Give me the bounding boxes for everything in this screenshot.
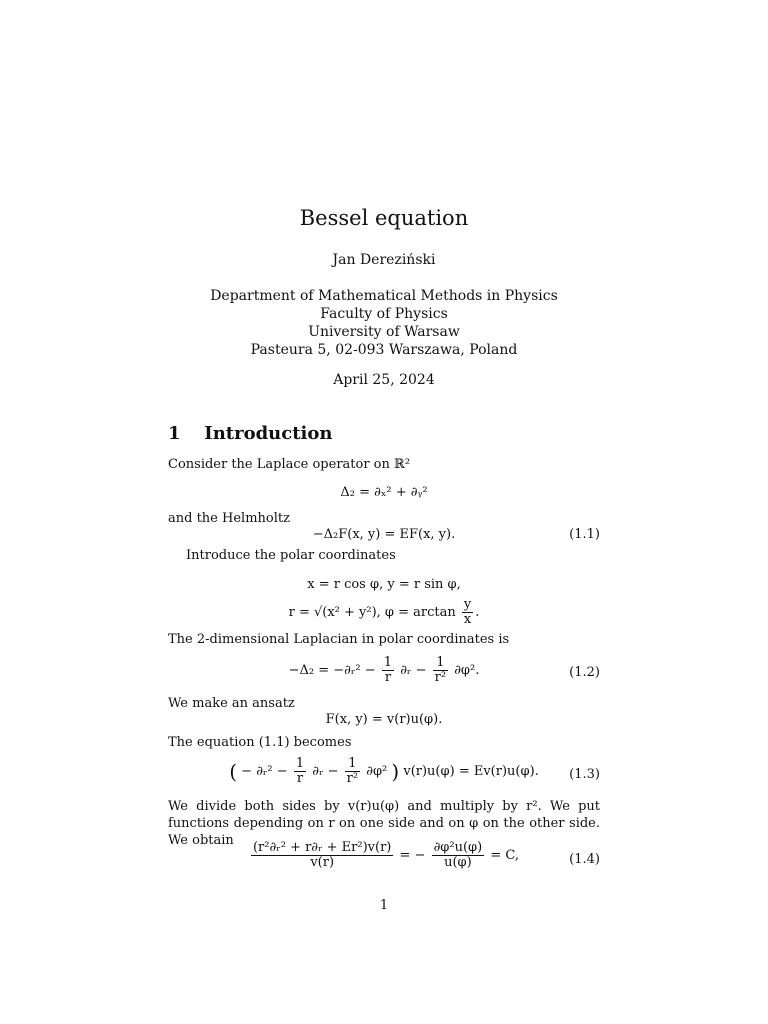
affiliation-line: University of Warsaw [308,324,460,340]
section-title: Introduction [204,423,333,444]
author-name: Jan Dereziński [332,252,436,268]
equation-number: (1.1) [569,527,600,542]
affiliation-line: Pasteura 5, 02-093 Warszawa, Poland [250,342,518,358]
denominator: x [463,612,472,627]
numerator: ∂φ²u(φ) [433,840,483,855]
close-paren: ) [391,759,400,784]
fraction [433,656,448,685]
fraction [294,757,306,786]
fraction [382,656,394,685]
denominator: v(r) [310,855,335,870]
equation-polar-1: x = r cos φ, y = r sin φ, [307,577,461,592]
equation-1-3 [168,757,600,786]
numerator: 1 [433,656,448,671]
equation-part: ∂ᵣ − [312,764,339,779]
equation-part: ∂ᵣ − [400,663,427,678]
equation-polar-2: r = √(x² + y²), φ = arctan $\frac{y}{x}$ . [288,597,480,627]
equation-1-2 [168,656,600,685]
affiliation-block [0,287,768,359]
equation-part: = − [399,848,426,863]
equation-part: − ∂ᵣ² − [241,764,288,779]
denominator: r [384,670,392,685]
paper-title: Bessel equation [299,206,469,230]
open-paren: ( [229,759,238,784]
numerator: (r²∂ᵣ² + r∂ᵣ + Er²)v(r) [252,840,392,855]
equation-part: = C, [490,848,520,863]
paragraph: The 2-dimensional Laplacian in polar coordinates is [168,632,510,647]
numerator: y [463,597,472,612]
section-heading [168,423,332,444]
equation-1-4 [168,841,600,870]
section-number: 1 [168,423,181,444]
equation-part: v(r)u(φ) = Ev(r)u(φ). [403,764,539,779]
fraction [462,598,473,627]
paragraph: We divide both sides by v(r)u(φ) and multiply by r². We put functions depending on r on one side and on φ on the other side. We obtain [168,799,600,848]
paper-date: April 25, 2024 [333,372,435,388]
paragraph: and the Helmholtz [168,511,290,526]
numerator: 1 [383,655,393,670]
paragraph: We make an ansatz [168,696,295,711]
equation-number: (1.4) [569,852,600,867]
denominator: u(φ) [444,855,472,870]
affiliation-line: Faculty of Physics [320,306,448,322]
paragraph: The equation (1.1) becomes [168,735,352,750]
equation-part: −Δ₂ = −∂ᵣ² − [288,663,376,678]
equation-number: (1.3) [569,767,600,782]
numerator: 1 [345,757,360,772]
equation-part: ∂φ². [454,663,480,678]
fraction [432,841,485,870]
equation-1-1: −Δ₂F(x, y) = EF(x, y). [312,527,456,542]
affiliation-line: Department of Mathematical Methods in Physics [210,288,558,304]
equation-part: ∂φ² [366,764,388,779]
denominator: r² [434,670,447,685]
denominator: r [296,771,304,786]
paragraph: Consider the Laplace operator on ℝ² [168,457,411,472]
equation-laplace: Δ₂ = ∂ₓ² + ∂ᵧ² [340,485,428,500]
equation-number: (1.2) [569,665,600,680]
equation-part: r = √(x² + y²), φ = arctan [288,605,456,620]
fraction [345,757,360,786]
page-number: 1 [379,898,389,913]
equation-ansatz: F(x, y) = v(r)u(φ). [325,712,443,727]
numerator: 1 [295,756,305,771]
denominator: r² [346,771,359,786]
fraction [251,841,393,870]
paragraph: Introduce the polar coordinates [186,548,396,563]
